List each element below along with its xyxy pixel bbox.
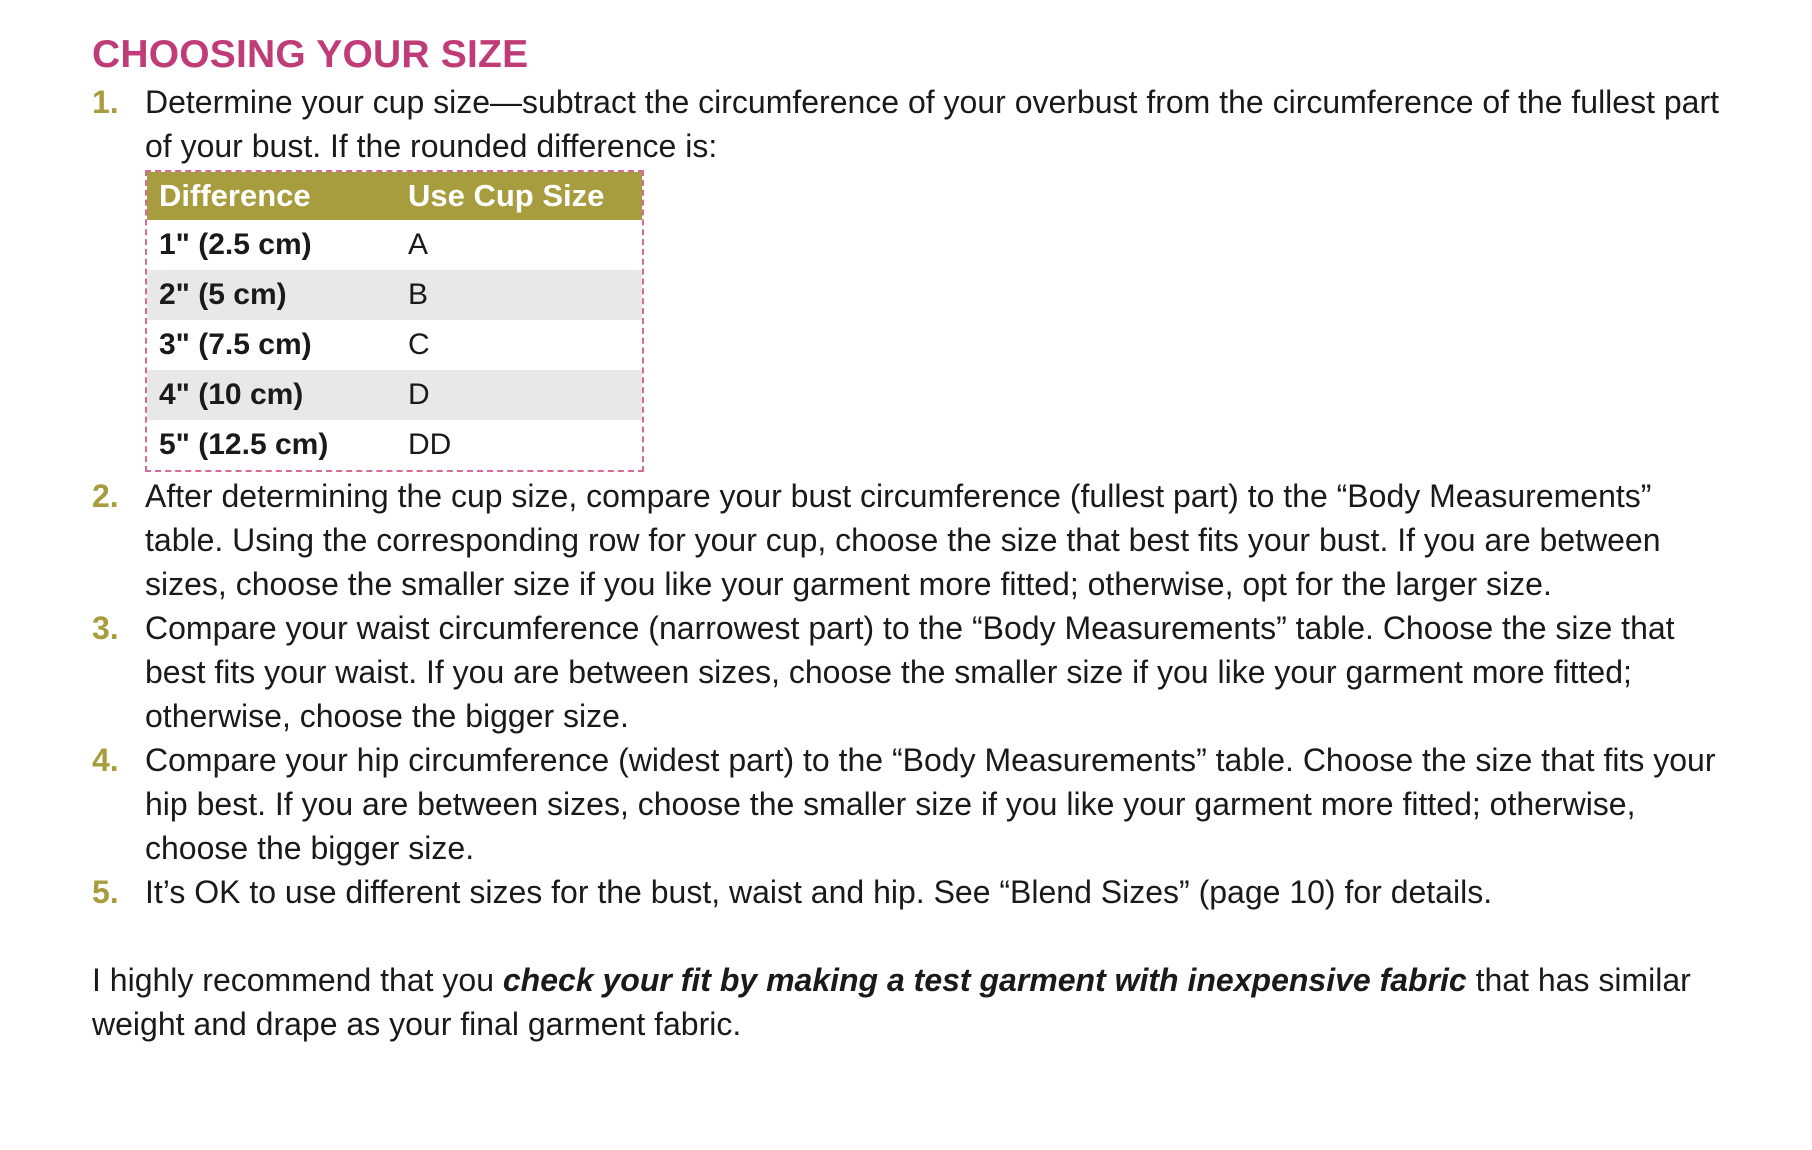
step-1	[92, 80, 1732, 472]
step-number: 4.	[92, 742, 119, 778]
difference-cell: 5" (12.5 cm)	[159, 428, 329, 461]
difference-cell: 2" (5 cm)	[147, 270, 396, 320]
step-text: After determining the cup size, compare your bust circumference (fullest part) to the “Body Measurements” table. Using the corresponding row for your cup, choose the size that best fits your bust. If you are between sizes, choose the smaller size if you like your garment more fitted; otherwise, opt for the larger size.	[145, 478, 1661, 602]
step-number: 2.	[92, 478, 119, 514]
table-row	[147, 320, 642, 370]
steps-list	[92, 80, 1732, 914]
difference-cell: 3" (7.5 cm)	[159, 328, 312, 361]
step-text: It’s OK to use different sizes for the bust, waist and hip. See “Blend Sizes” (page 10) for details.	[145, 874, 1493, 910]
instructions-page	[92, 30, 1732, 1078]
cup-cell: A	[408, 228, 429, 261]
step-2	[92, 474, 1732, 606]
table-row	[147, 270, 642, 320]
table-header-row	[147, 172, 642, 220]
cup-size-table-frame	[145, 170, 644, 472]
step-4	[92, 738, 1732, 870]
table-row	[147, 370, 642, 420]
cup-cell: B	[396, 270, 642, 320]
note-text-before: I highly recommend that you	[92, 962, 503, 998]
note-text-after: that has similar weight and drape as your final garment fabric.	[92, 962, 1691, 1042]
step-text: Compare your waist circumference (narrowest part) to the “Body Measurements” table. Choose the size that best fits your waist. If you are between sizes, choose the smaller size if you like your garment more fitted; otherwise, choose the bigger size.	[145, 610, 1675, 734]
difference-cell: 4" (10 cm)	[147, 370, 396, 420]
step-text: Compare your hip circumference (widest part) to the “Body Measurements” table. Choose the size that fits your hip best. If you are between sizes, choose the smaller size if you like your garment more fitted; otherwise, choose the bigger size.	[145, 742, 1716, 866]
cup-cell: C	[408, 328, 430, 361]
difference-cell: 1" (2.5 cm)	[159, 228, 312, 261]
note-emphasis: check your fit by making a test garment with inexpensive fabric	[502, 962, 1467, 998]
cup-cell: DD	[408, 428, 452, 461]
section-title: CHOOSING YOUR SIZE	[92, 33, 529, 76]
cup-size-table	[147, 172, 642, 470]
step-5	[92, 870, 1732, 914]
step-number: 5.	[92, 874, 119, 910]
step-text: Determine your cup size—subtract the circumference of your overbust from the circumference of the fullest part of your bust. If the rounded difference is:	[145, 84, 1719, 164]
step-number: 3.	[92, 610, 119, 646]
step-3	[92, 606, 1732, 738]
column-header-difference: Difference	[147, 172, 396, 220]
column-header-cup-size: Use Cup Size	[396, 172, 642, 220]
fit-recommendation-note	[92, 958, 1732, 1046]
table-row	[147, 420, 642, 470]
cup-cell: D	[396, 370, 642, 420]
step-number: 1.	[92, 84, 119, 120]
table-row	[147, 220, 642, 270]
